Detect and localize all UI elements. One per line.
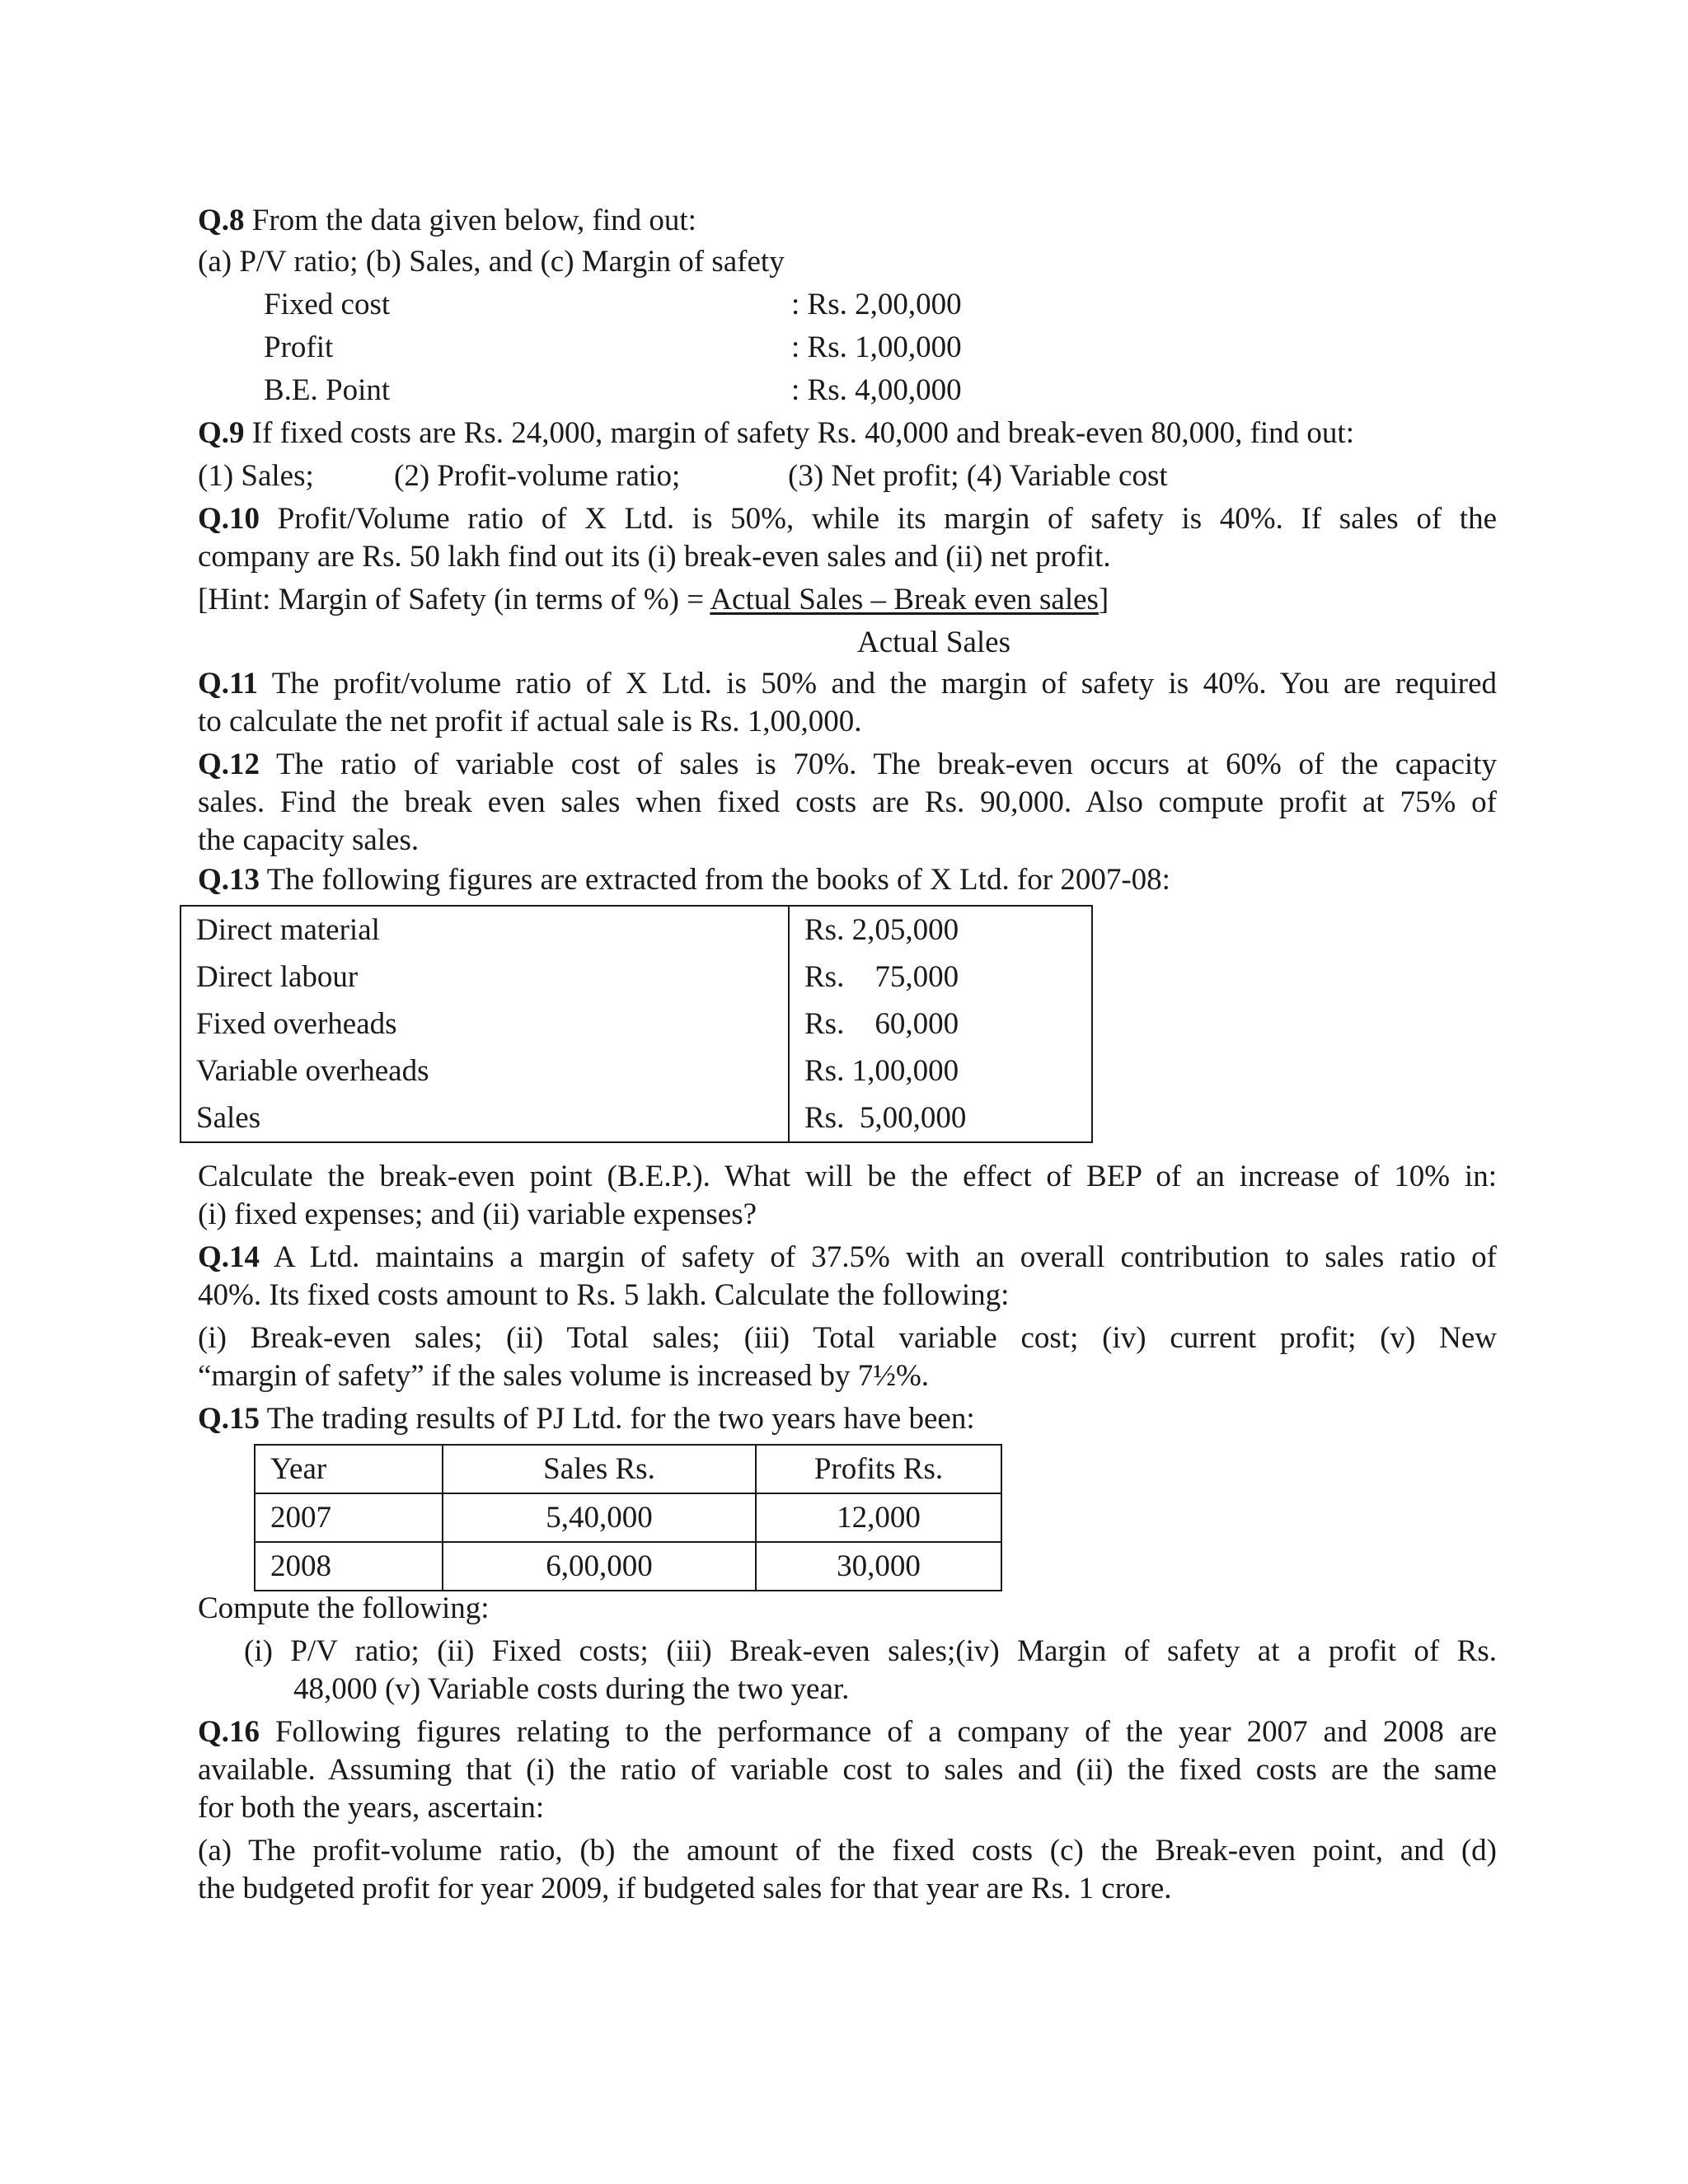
q15-year-2008: 2008 <box>255 1542 443 1591</box>
q15-sales-2007: 5,40,000 <box>443 1493 756 1542</box>
q8-profit-value: : Rs. 1,00,000 <box>791 330 962 364</box>
q14-line-4: “margin of safety” if the sales volume is increased by 7½%. <box>198 1359 930 1393</box>
q8-profit-label: Profit <box>264 330 334 364</box>
q15-header-sales: Sales Rs. <box>443 1445 756 1493</box>
q10-hint-suffix: ] <box>1098 583 1109 616</box>
table-row <box>181 1001 1092 1047</box>
q15-number: Q.15 <box>198 1402 260 1436</box>
q8-text: From the data given below, find out: <box>244 204 696 237</box>
q13-after-line-1: Calculate the break-even point (B.E.P.). What will be the effect of BEP of an increase of 10% in: <box>198 1160 1497 1193</box>
table-row <box>181 906 1092 954</box>
q13-amount-direct-labour: Rs. 75,000 <box>789 954 1092 1001</box>
q13-amount-direct-material: Rs. 2,05,000 <box>789 906 1092 954</box>
q14-number: Q.14 <box>198 1240 260 1274</box>
q15-compute: Compute the following: <box>198 1591 490 1625</box>
q10-line-2: company are Rs. 50 lakh find out its (i) break-even sales and (ii) net profit. <box>198 540 1111 574</box>
q13-heading <box>198 860 1170 899</box>
q15-profit-2008: 30,000 <box>756 1542 1001 1591</box>
table-row <box>255 1542 1001 1591</box>
q13-item-direct-material: Direct material <box>181 906 789 954</box>
q8-fixed-cost-value: : Rs. 2,00,000 <box>791 288 962 321</box>
q13-amount-fixed-overheads: Rs. 60,000 <box>789 1001 1092 1047</box>
q13-item-variable-overheads: Variable overheads <box>181 1047 789 1094</box>
q11-number: Q.11 <box>198 667 258 701</box>
q12-number: Q.12 <box>198 748 260 781</box>
q11-line-2: to calculate the net profit if actual sale is Rs. 1,00,000. <box>198 705 862 738</box>
q15-item-line-2: 48,000 (v) Variable costs during the two year. <box>293 1672 850 1706</box>
q8-subtext: (a) P/V ratio; (b) Sales, and (c) Margin of safety <box>198 245 785 279</box>
q13-item-fixed-overheads: Fixed overheads <box>181 1001 789 1047</box>
q16-line-4: (a) The profit-volume ratio, (b) the amount of the fixed costs (c) the Break-even point, and (d) <box>198 1834 1497 1868</box>
q15-sales-2008: 6,00,000 <box>443 1542 756 1591</box>
q11-text: The profit/volume ratio of X Ltd. is 50% and the margin of safety is 40%. You are required <box>258 667 1497 701</box>
q9-item-3: (3) Net profit; (4) Variable cost <box>788 459 1168 493</box>
q14-line-1 <box>198 1238 1497 1277</box>
q13-number: Q.13 <box>198 863 260 897</box>
q8-number: Q.8 <box>198 204 245 237</box>
q8-bep-label: B.E. Point <box>264 373 391 407</box>
q14-line-3: (i) Break-even sales; (ii) Total sales; (iii) Total variable cost; (iv) current profit; (v) New <box>198 1321 1497 1355</box>
q13-amount-variable-overheads: Rs. 1,00,000 <box>789 1047 1092 1094</box>
q8-fixed-cost-label: Fixed cost <box>264 288 391 321</box>
q10-number: Q.10 <box>198 502 260 536</box>
q13-table <box>180 905 1093 1143</box>
q13-amount-sales: Rs. 5,00,000 <box>789 1094 1092 1142</box>
q15-year-2007: 2007 <box>255 1493 443 1542</box>
q10-line-1 <box>198 499 1497 538</box>
q10-hint-numerator: Actual Sales – Break even sales <box>710 583 1099 616</box>
q15-profit-2007: 12,000 <box>756 1493 1001 1542</box>
q12-line-1 <box>198 745 1497 784</box>
q15-header-profits: Profits Rs. <box>756 1445 1001 1493</box>
q13-item-sales: Sales <box>181 1094 789 1142</box>
table-row <box>181 1094 1092 1142</box>
q14-line-2: 40%. Its fixed costs amount to Rs. 5 lakh. Calculate the following: <box>198 1278 1010 1312</box>
q16-line-1 <box>198 1713 1497 1751</box>
q16-line-3: for both the years, ascertain: <box>198 1791 545 1825</box>
q13-item-direct-labour: Direct labour <box>181 954 789 1001</box>
q9-item-2: (2) Profit-volume ratio; <box>394 459 681 493</box>
q11-line-1 <box>198 664 1497 703</box>
q8-bep-value: : Rs. 4,00,000 <box>791 373 962 407</box>
q15-item-line-1: (i) P/V ratio; (ii) Fixed costs; (iii) Break-even sales;(iv) Margin of safety at a profit of Rs. <box>244 1634 1497 1668</box>
q10-hint-prefix: [Hint: Margin of Safety (in terms of %) = <box>198 583 710 616</box>
q15-table <box>254 1444 1002 1591</box>
q12-line-2: sales. Find the break even sales when fixed costs are Rs. 90,000. Also compute profit at 75% of <box>198 785 1497 819</box>
q16-line-5: the budgeted profit for year 2009, if budgeted sales for that year are Rs. 1 crore. <box>198 1872 1172 1905</box>
q15-text: The trading results of PJ Ltd. for the two years have been: <box>260 1402 975 1436</box>
q9-number: Q.9 <box>198 416 245 450</box>
table-row <box>255 1445 1001 1493</box>
q10-text: Profit/Volume ratio of X Ltd. is 50%, while its margin of safety is 40%. If sales of the <box>260 502 1497 536</box>
q13-after-line-2: (i) fixed expenses; and (ii) variable expenses? <box>198 1197 757 1231</box>
q9-heading <box>198 414 1354 452</box>
q12-line-3: the capacity sales. <box>198 823 420 857</box>
q9-item-1: (1) Sales; <box>198 459 314 493</box>
q10-hint <box>198 580 1109 619</box>
q8-heading <box>198 201 696 240</box>
q9-text: If fixed costs are Rs. 24,000, margin of safety Rs. 40,000 and break-even 80,000, find out: <box>244 416 1354 450</box>
q15-heading <box>198 1399 975 1438</box>
q14-text: A Ltd. maintains a margin of safety of 37.5% with an overall contribution to sales ratio of <box>260 1240 1497 1274</box>
q16-text: Following figures relating to the performance of a company of the year 2007 and 2008 are <box>260 1715 1497 1749</box>
q10-hint-denominator: Actual Sales <box>857 626 1010 659</box>
q15-header-year: Year <box>255 1445 443 1493</box>
table-row <box>255 1493 1001 1542</box>
table-row <box>181 954 1092 1001</box>
q16-number: Q.16 <box>198 1715 260 1749</box>
table-row <box>181 1047 1092 1094</box>
q13-text: The following figures are extracted from the books of X Ltd. for 2007-08: <box>260 863 1170 897</box>
q12-text: The ratio of variable cost of sales is 70%. The break-even occurs at 60% of the capacity <box>260 748 1497 781</box>
q16-line-2: available. Assuming that (i) the ratio of variable cost to sales and (ii) the fixed costs are the same <box>198 1753 1497 1787</box>
